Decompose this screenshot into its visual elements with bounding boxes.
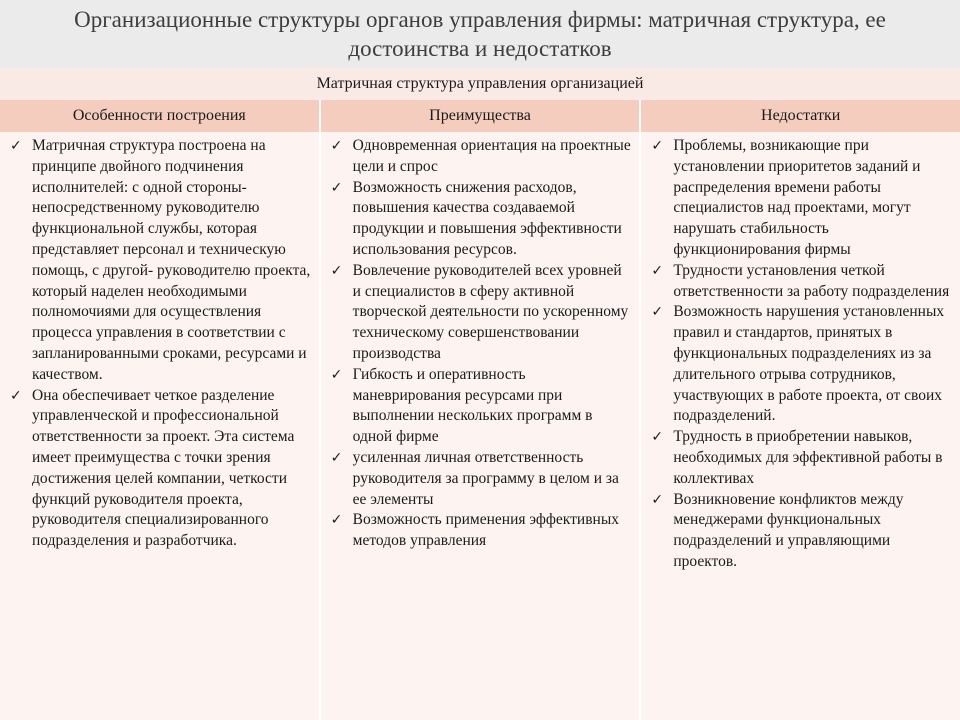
list-item <box>10 386 311 552</box>
list-item-text: Она обеспечивает четкое разделение управленческой и профессиональной ответственности за проект. Эта система имеет преимущества с точки зрения достижения целей компании, четкости функций руководителя проекта, руководителя специализированного подразделения и разработчика. <box>32 386 295 550</box>
list-item-text: Трудности установления четкой ответственности за работу подразделения <box>673 261 950 300</box>
list-item <box>331 136 632 178</box>
check-icon: ✓ <box>330 179 343 196</box>
advantages-column <box>321 132 642 720</box>
list-item-text: Вовлечение руководителей всех уровней и специалистов в сферу активной творческой деятельности по ускоренному техническому совершенствовании производства <box>352 261 629 362</box>
list-item-text: Возможность снижения расходов, повышения качества создаваемой продукции и повышения эффективности использования ресурсов. <box>352 178 622 258</box>
list-item <box>331 178 632 261</box>
list-item <box>331 448 632 510</box>
check-icon: ✓ <box>651 262 664 279</box>
list-item <box>331 510 632 552</box>
disadvantages-column <box>641 132 960 720</box>
disadvantages-list <box>651 136 952 573</box>
check-icon: ✓ <box>330 138 343 154</box>
list-item <box>651 302 952 427</box>
list-item <box>10 136 311 386</box>
list-item <box>651 136 952 261</box>
list-item-text: Трудность в приобретении навыков, необходимых для эффективной работы в коллективах <box>673 428 943 487</box>
check-icon: ✓ <box>10 138 22 154</box>
features-column <box>0 132 321 720</box>
list-item <box>331 365 632 448</box>
list-item-text: Матричная структура построена на принципе двойного подчинения исполнителей: с одной стороны- непосредственному руководителю функциональной службы, которая представляет персонал и техническую помощь, с другой- руководителю проекта, который наделен необходимыми полномочиями для осуществления процесса управления в соответствии с запланированными сроками, ресурсами и качеством. <box>32 137 311 383</box>
check-icon: ✓ <box>651 304 664 321</box>
list-item-text: Проблемы, возникающие при установлении приоритетов заданий и распределения времени работы специалистов над проектами, могут нарушать стабильность функционирования фирмы <box>673 137 921 258</box>
list-item-text: усиленная личная ответственность руководителя за программу в целом и за ее элементы <box>352 448 619 508</box>
column-header-features: Особенности построения <box>0 100 321 132</box>
features-list <box>10 136 311 552</box>
check-icon: ✓ <box>330 449 343 466</box>
check-icon: ✓ <box>330 366 343 383</box>
list-item-text: Возникновение конфликтов между менеджерами функциональных подразделений и управляющими проектов. <box>673 490 904 570</box>
check-icon: ✓ <box>651 138 664 154</box>
check-icon: ✓ <box>10 387 22 404</box>
check-icon: ✓ <box>651 491 664 508</box>
list-item <box>331 261 632 365</box>
column-header-disadvantages: Недостатки <box>761 107 841 124</box>
list-item <box>651 490 952 573</box>
list-item <box>651 261 952 303</box>
slide-title-bar <box>0 0 960 68</box>
check-icon: ✓ <box>330 512 343 529</box>
list-item-text: Возможность нарушения установленных правил и стандартов, принятых в функциональных подразделениях из за длительного отрыва сотрудников, участвующих в работе проекта, от своих подразделений. <box>673 303 945 425</box>
table-body <box>0 132 960 720</box>
list-item-text: Возможность применения эффективных методов управления <box>352 511 619 550</box>
list-item-text: Одновременная ориентация на проектные цели и спрос <box>352 137 631 175</box>
check-icon: ✓ <box>651 429 664 446</box>
column-header-advantages: Преимущества <box>321 100 642 132</box>
list-item-text: Гибкость и оперативность маневрирования ресурсами при выполнении нескольких программ в одной фирме <box>352 365 593 446</box>
slide-title: Организационные структуры органов управления фирмы: матричная структура, ее достоинства и недостатков <box>74 7 886 61</box>
table-caption: Матричная структура управления организацией <box>0 68 960 100</box>
check-icon: ✓ <box>330 262 343 279</box>
advantages-list <box>331 136 632 552</box>
list-item <box>651 427 952 489</box>
table-header-row <box>0 100 960 132</box>
